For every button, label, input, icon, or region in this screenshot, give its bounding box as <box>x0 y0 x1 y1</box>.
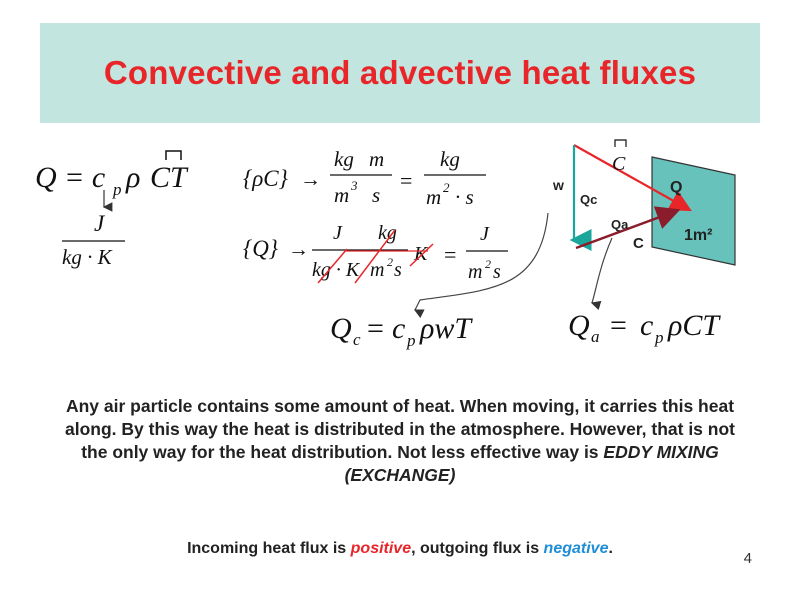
svg-text:2: 2 <box>387 255 393 269</box>
svg-text:ρwT: ρwT <box>420 312 472 345</box>
svg-text:c: c <box>640 309 654 342</box>
svg-text:kg: kg <box>440 147 460 171</box>
svg-text:s: s <box>394 259 402 281</box>
footer-part1: Incoming heat flux is <box>187 540 351 557</box>
svg-text:m: m <box>369 147 385 171</box>
svg-text:p: p <box>655 328 664 347</box>
svg-text:3: 3 <box>351 178 358 193</box>
svg-text:C: C <box>612 153 626 175</box>
formula-q-units <box>243 222 508 283</box>
svg-text:p: p <box>407 331 416 350</box>
unit-area-plate <box>652 157 735 265</box>
svg-text:Q: Q <box>568 309 590 342</box>
svg-text:s: s <box>372 183 381 207</box>
footer-note <box>55 540 745 558</box>
footer-part2: , outgoing flux is <box>411 540 544 557</box>
svg-text:m: m <box>370 259 385 281</box>
svg-text:a: a <box>591 327 600 346</box>
page-number: 4 <box>743 550 752 567</box>
label-area: 1m² <box>684 227 713 244</box>
footer-part3: . <box>608 540 613 557</box>
svg-text:s: s <box>493 261 501 283</box>
svg-text:kg: kg <box>334 147 354 171</box>
svg-text:J: J <box>480 223 489 245</box>
svg-text:=: = <box>444 242 457 267</box>
svg-text:=: = <box>367 312 384 345</box>
body-paragraph <box>55 395 745 487</box>
svg-text:c: c <box>392 312 406 345</box>
svg-text:Q = c: Q = c <box>35 161 106 194</box>
svg-text:p: p <box>113 180 122 199</box>
label-q: Q <box>670 179 683 196</box>
svg-text:2: 2 <box>443 180 450 195</box>
svg-text:K: K <box>414 243 428 265</box>
slide-title: Convective and advective heat fluxes <box>103 54 697 91</box>
svg-text:m: m <box>468 261 483 283</box>
formula-rhoc-units <box>243 147 486 209</box>
svg-text:m: m <box>334 183 350 207</box>
formula-qc <box>330 312 473 350</box>
svg-text:→: → <box>300 167 321 191</box>
svg-text:c: c <box>353 330 361 349</box>
svg-text:2: 2 <box>485 257 491 271</box>
svg-text:kg · K: kg · K <box>62 245 112 269</box>
body-keyword: EDDY MIXING (EXCHANGE) <box>344 442 719 485</box>
svg-text:· s: · s <box>455 185 474 209</box>
svg-text:=: = <box>400 168 413 193</box>
svg-text:m: m <box>426 185 442 209</box>
flux-vector-diagram <box>552 140 735 265</box>
formula-qa <box>568 309 721 347</box>
svg-text:Q: Q <box>330 312 352 345</box>
svg-text:kg · K: kg · K <box>312 259 360 281</box>
svg-text:ρ: ρ <box>126 161 141 194</box>
body-text-main: Any air particle contains some amount of heat. When moving, it carries this heat along. By this way the heat is distributed in the atmosphere. However, that is not the only way for the heat distribution. Not less effective way is <box>65 396 735 462</box>
label-qc: Qc <box>580 192 598 207</box>
svg-text:CT: CT <box>150 161 187 194</box>
svg-text:{Q}: {Q} <box>243 236 279 261</box>
footer-negative: negative <box>543 540 609 557</box>
svg-text:J: J <box>333 222 342 244</box>
label-c: C <box>633 235 644 252</box>
formula-q-cprho-ct <box>35 151 189 269</box>
svg-text:→: → <box>288 237 309 261</box>
label-qa: Qa <box>611 217 629 232</box>
svg-text:=: = <box>610 309 627 342</box>
svg-text:ρCT: ρCT <box>668 309 720 342</box>
svg-text:J: J <box>94 211 105 236</box>
connector-qa <box>592 238 612 303</box>
svg-text:{ρC}: {ρC} <box>243 166 288 191</box>
footer-positive: positive <box>350 540 412 557</box>
label-w: w <box>553 177 564 193</box>
svg-text:kg: kg <box>378 222 397 244</box>
